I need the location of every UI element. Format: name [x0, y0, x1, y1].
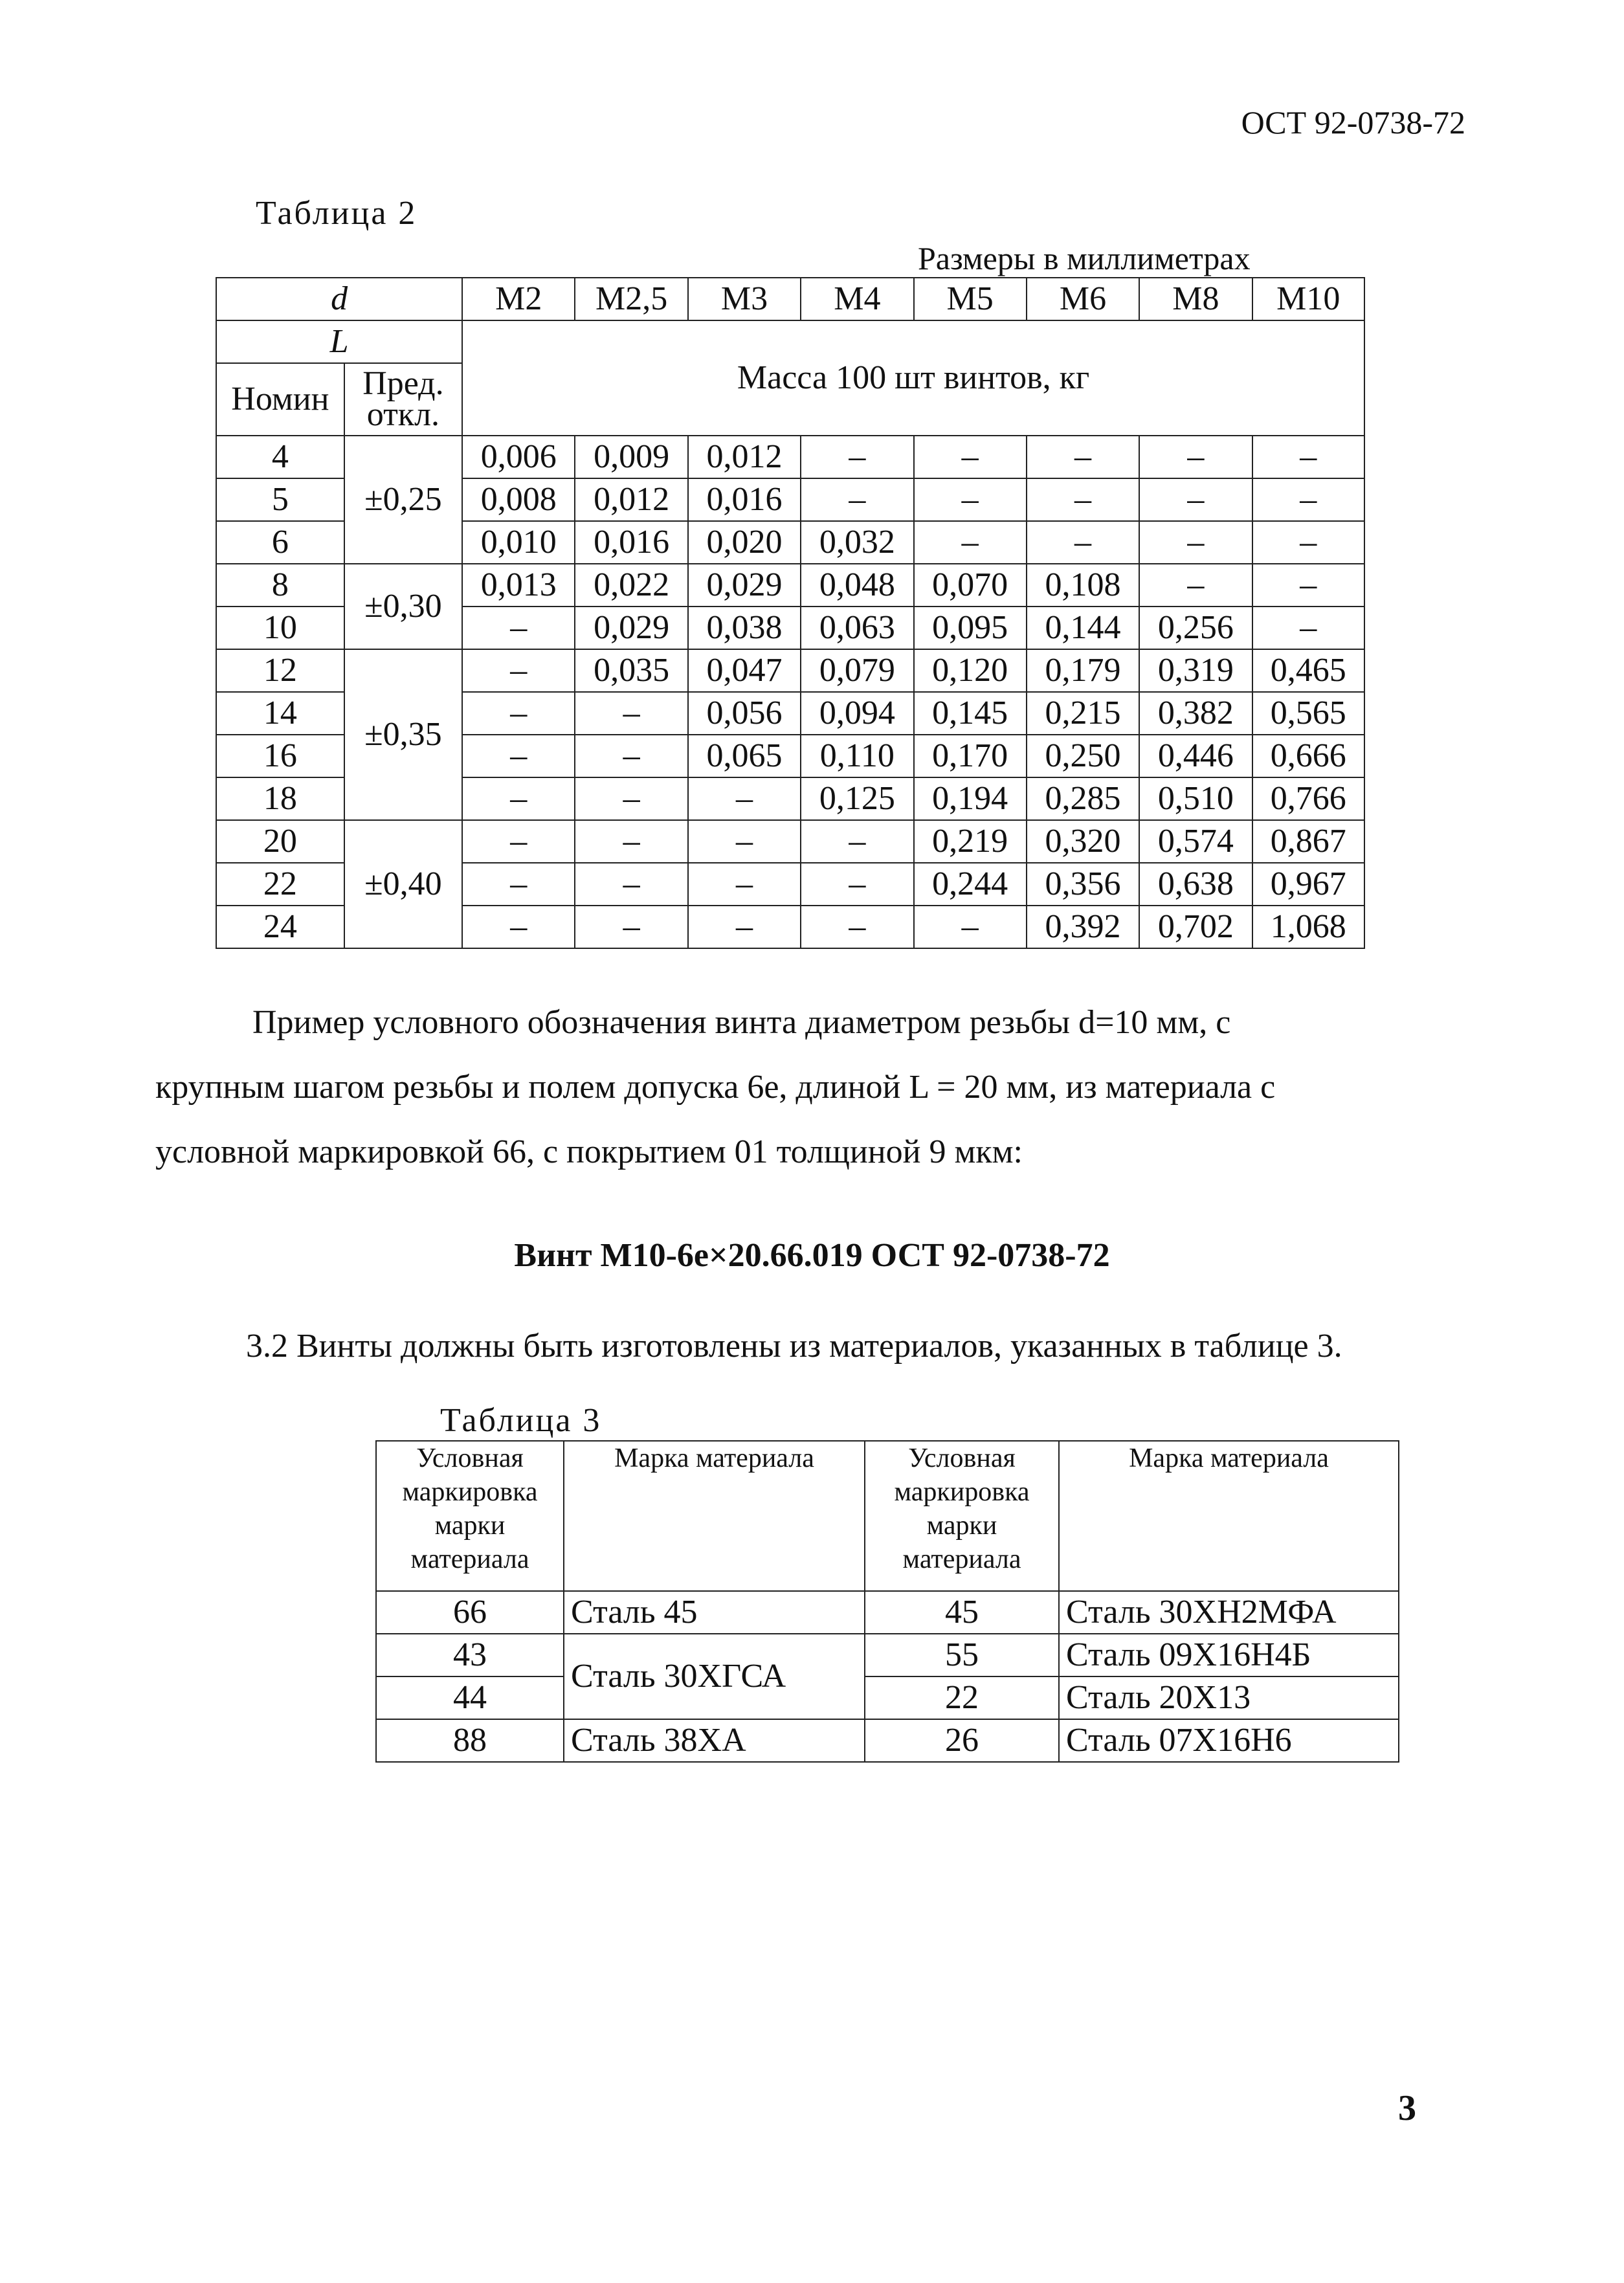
mark-code-cell: 66 [376, 1591, 564, 1634]
mass-cell: 0,029 [575, 607, 687, 649]
length-cell: 16 [216, 735, 344, 777]
mass-cell: 0,022 [575, 564, 687, 607]
mass-cell: 0,095 [914, 607, 1027, 649]
mass-cell: 0,079 [801, 649, 913, 692]
mass-cell: 1,068 [1252, 906, 1364, 948]
table3-caption: Таблица 3 [440, 1402, 602, 1439]
mark-code-cell: 44 [376, 1676, 564, 1719]
length-cell: 12 [216, 649, 344, 692]
mass-cell: – [801, 478, 913, 521]
mass-cell: 0,285 [1027, 777, 1139, 820]
mass-cell: – [462, 820, 575, 863]
length-cell: 18 [216, 777, 344, 820]
mass-cell: 0,179 [1027, 649, 1139, 692]
tolerance-header: Пред. откл. [344, 363, 462, 436]
mass-cell: – [914, 478, 1027, 521]
mass-cell: – [688, 863, 801, 906]
material-cell: Сталь 20Х13 [1059, 1676, 1399, 1719]
mark-code-cell: 22 [865, 1676, 1059, 1719]
table-row [376, 1719, 1399, 1762]
table-row [216, 820, 1364, 863]
mass-cell: 0,170 [914, 735, 1027, 777]
table2-caption: Таблица 2 [256, 195, 417, 232]
col-header: M8 [1139, 278, 1252, 320]
length-cell: 20 [216, 820, 344, 863]
length-cell: 6 [216, 521, 344, 564]
mass-cell: 0,565 [1252, 692, 1364, 735]
col-header: M3 [688, 278, 801, 320]
mass-cell: 0,250 [1027, 735, 1139, 777]
length-cell: 22 [216, 863, 344, 906]
document-code-header: ОСТ 92-0738-72 [1241, 104, 1465, 140]
mass-table [216, 277, 1365, 949]
length-cell: 24 [216, 906, 344, 948]
mass-cell: 0,510 [1139, 777, 1252, 820]
mass-cell: 0,144 [1027, 607, 1139, 649]
table-row [216, 564, 1364, 607]
length-cell: 10 [216, 607, 344, 649]
mass-cell: 0,125 [801, 777, 913, 820]
mass-cell: – [1252, 521, 1364, 564]
mass-cell: 0,010 [462, 521, 575, 564]
mass-cell: – [1252, 564, 1364, 607]
mass-cell: 0,048 [801, 564, 913, 607]
mass-cell: – [575, 820, 687, 863]
mass-cell: – [1252, 436, 1364, 478]
col-header: M5 [914, 278, 1027, 320]
mass-cell: – [462, 777, 575, 820]
example-paragraph [155, 990, 1469, 1185]
mass-cell: 0,009 [575, 436, 687, 478]
mass-cell: 0,016 [688, 478, 801, 521]
designation-example: Винт М10-6е×20.66.019 ОСТ 92-0738-72 [514, 1237, 1110, 1274]
mass-cell: – [688, 777, 801, 820]
mark-code-cell: 45 [865, 1591, 1059, 1634]
mass-cell: 0,016 [575, 521, 687, 564]
mass-cell: – [575, 906, 687, 948]
mass-cell: 0,766 [1252, 777, 1364, 820]
mass-cell: – [688, 906, 801, 948]
mass-cell: 0,194 [914, 777, 1027, 820]
mass-cell: – [1252, 607, 1364, 649]
mass-cell: – [462, 906, 575, 948]
mass-cell: 0,215 [1027, 692, 1139, 735]
mass-cell: 0,008 [462, 478, 575, 521]
mass-cell: 0,032 [801, 521, 913, 564]
mass-cell: – [1027, 521, 1139, 564]
tolerance-cell: ±0,30 [344, 564, 462, 649]
mass-cell: 0,047 [688, 649, 801, 692]
mass-cell: – [1139, 436, 1252, 478]
mass-cell: – [801, 906, 913, 948]
material-cell: Сталь 30ХН2МФА [1059, 1591, 1399, 1634]
table-row [216, 436, 1364, 478]
mass-cell: 0,392 [1027, 906, 1139, 948]
example-line-3: условной маркировкой 66, с покрытием 01 толщиной 9 мкм: [155, 1133, 1023, 1170]
col-header: M2,5 [575, 278, 687, 320]
material-header-right: Марка материала [1059, 1441, 1399, 1591]
mass-cell: – [914, 906, 1027, 948]
mass-cell: 0,382 [1139, 692, 1252, 735]
mass-cell: 0,020 [688, 521, 801, 564]
mass-cell: 0,465 [1252, 649, 1364, 692]
mass-cell: – [575, 777, 687, 820]
d-header: d [216, 278, 462, 320]
mass-cell: 0,446 [1139, 735, 1252, 777]
mass-cell: – [462, 735, 575, 777]
mass-cell: – [462, 607, 575, 649]
mass-cell: – [914, 436, 1027, 478]
mass-cell: – [575, 735, 687, 777]
mass-cell: 0,029 [688, 564, 801, 607]
table-row [216, 649, 1364, 692]
mass-cell: – [1027, 436, 1139, 478]
mass-cell: – [1139, 564, 1252, 607]
mass-cell: 0,638 [1139, 863, 1252, 906]
mass-cell: 0,038 [688, 607, 801, 649]
mass-cell: 0,056 [688, 692, 801, 735]
mass-cell: 0,094 [801, 692, 913, 735]
mass-cell: – [462, 649, 575, 692]
tolerance-cell: ±0,25 [344, 436, 462, 564]
mass-cell: – [1252, 478, 1364, 521]
material-cell: Сталь 45 [564, 1591, 865, 1634]
mark-header-right: Условная маркировка марки материала [865, 1441, 1059, 1591]
mass-cell: – [462, 863, 575, 906]
material-cell: Сталь 38ХА [564, 1719, 865, 1762]
material-header-left: Марка материала [564, 1441, 865, 1591]
L-header: L [216, 320, 462, 363]
mass-cell: 0,320 [1027, 820, 1139, 863]
mass-cell: – [801, 820, 913, 863]
example-line-1: Пример условного обозначения винта диаметром резьбы d=10 мм, с [252, 1004, 1231, 1041]
mass-cell: – [462, 692, 575, 735]
mass-cell: – [575, 692, 687, 735]
mass-cell: 0,867 [1252, 820, 1364, 863]
mass-cell: 0,666 [1252, 735, 1364, 777]
mass-cell: – [1139, 478, 1252, 521]
mass-cell: – [914, 521, 1027, 564]
mass-cell: 0,063 [801, 607, 913, 649]
mass-cell: 0,108 [1027, 564, 1139, 607]
length-cell: 8 [216, 564, 344, 607]
mark-code-cell: 26 [865, 1719, 1059, 1762]
mass-cell: – [801, 436, 913, 478]
mass-cell: 0,110 [801, 735, 913, 777]
mass-cell: 0,012 [688, 436, 801, 478]
material-cell: Сталь 30ХГСА [564, 1634, 865, 1719]
mark-code-cell: 88 [376, 1719, 564, 1762]
mass-cell: 0,702 [1139, 906, 1252, 948]
mass-cell: 0,319 [1139, 649, 1252, 692]
col-header: M10 [1252, 278, 1364, 320]
table-row [376, 1591, 1399, 1634]
length-cell: 4 [216, 436, 344, 478]
table-row [376, 1676, 1399, 1719]
clause-3-2: 3.2 Винты должны быть изготовлены из материалов, указанных в таблице 3. [246, 1328, 1342, 1364]
mass-cell: 0,035 [575, 649, 687, 692]
mass-header: Масса 100 шт винтов, кг [462, 320, 1364, 436]
mass-cell: 0,120 [914, 649, 1027, 692]
table-row [376, 1634, 1399, 1676]
mass-cell: 0,967 [1252, 863, 1364, 906]
tolerance-cell: ±0,40 [344, 820, 462, 948]
length-cell: 14 [216, 692, 344, 735]
materials-table [375, 1440, 1399, 1763]
mark-code-cell: 43 [376, 1634, 564, 1676]
mass-cell: – [688, 820, 801, 863]
mass-cell: 0,006 [462, 436, 575, 478]
mark-header-left: Условная маркировка марки материала [376, 1441, 564, 1591]
example-line-2: крупным шагом резьбы и полем допуска 6e, длиной L = 20 мм, из материала с [155, 1069, 1276, 1106]
mass-cell: 0,070 [914, 564, 1027, 607]
mass-cell: 0,574 [1139, 820, 1252, 863]
col-header: M6 [1027, 278, 1139, 320]
table2-units-note: Размеры в миллиметрах [918, 240, 1251, 276]
mass-cell: 0,219 [914, 820, 1027, 863]
col-header: M2 [462, 278, 575, 320]
mass-cell: – [1027, 478, 1139, 521]
mass-cell: 0,256 [1139, 607, 1252, 649]
mass-cell: 0,013 [462, 564, 575, 607]
col-header: M4 [801, 278, 913, 320]
material-cell: Сталь 07Х16Н6 [1059, 1719, 1399, 1762]
length-cell: 5 [216, 478, 344, 521]
mass-cell: – [575, 863, 687, 906]
mass-cell: 0,012 [575, 478, 687, 521]
nomin-header: Номин [216, 363, 344, 436]
mass-cell: 0,244 [914, 863, 1027, 906]
mark-code-cell: 55 [865, 1634, 1059, 1676]
mass-cell: 0,145 [914, 692, 1027, 735]
mass-cell: – [801, 863, 913, 906]
mass-cell: 0,065 [688, 735, 801, 777]
material-cell: Сталь 09Х16Н4Б [1059, 1634, 1399, 1676]
mass-cell: – [1139, 521, 1252, 564]
tolerance-cell: ±0,35 [344, 649, 462, 820]
mass-cell: 0,356 [1027, 863, 1139, 906]
page-number: 3 [1398, 2088, 1416, 2128]
